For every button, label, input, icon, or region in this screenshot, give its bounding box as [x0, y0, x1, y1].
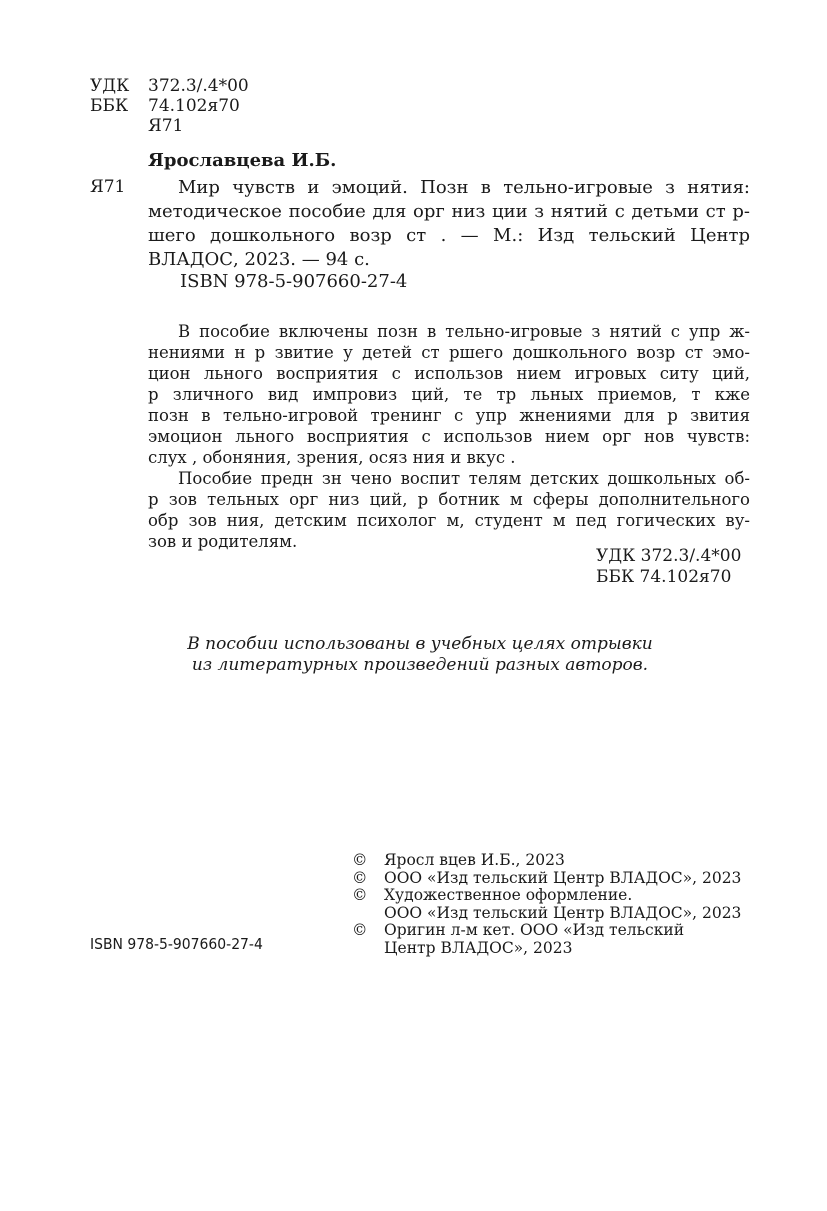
- bbk-code-right: ББК 74.102я70: [596, 567, 732, 587]
- copyright-icon: [352, 940, 384, 958]
- bbk-line: [90, 96, 249, 116]
- copyright-row: [352, 922, 741, 940]
- copyright-row: [352, 905, 741, 923]
- udk-value: 372.3/.4*00: [148, 76, 249, 96]
- classification-codes-right: [596, 546, 741, 588]
- description-line: методическое пособие для орг низ ции з нятий с детьми ст р-: [148, 201, 750, 222]
- author-mark: Я71: [148, 116, 184, 136]
- annotation-line: слух , обоняния, зрения, осяз ния и вкус .: [148, 448, 516, 467]
- annotation-line: обр зов ния, детским психолог м, студент м пед гогических ву-: [148, 511, 750, 530]
- copyright-text: ООО «Изд тельский Центр ВЛАДОС», 2023: [384, 903, 742, 922]
- udk-code-right: УДК 372.3/.4*00: [596, 546, 742, 566]
- copyright-row: [352, 887, 741, 905]
- author-code: Я71: [90, 177, 126, 197]
- bbk-value: 74.102я70: [148, 96, 240, 116]
- annotation-line: зов и родителям.: [148, 532, 298, 551]
- usage-note-line: В пособии использованы в учебных целях отрывки: [187, 634, 653, 654]
- annotation-line: цион льного восприятия с использов нием игровых ситу ций,: [148, 364, 750, 383]
- copyright-text: Яросл вцев И.Б., 2023: [384, 851, 565, 869]
- copyright-text: Оригин л-м кет. ООО «Изд тельский: [384, 921, 685, 939]
- description-line: ВЛАДОС, 2023. — 94 с.: [148, 249, 370, 270]
- udk-line: [90, 76, 249, 96]
- classification-block: [90, 76, 249, 136]
- description-line: шего дошкольного возр ст . — М.: Изд тельский Центр: [148, 225, 750, 246]
- usage-note-line: из литературных произведений разных авторов.: [191, 655, 649, 675]
- copyright-text: Художественное оформление.: [384, 886, 633, 904]
- annotation-line: р зов тельных орг низ ций, р ботник м сферы дополнительного: [148, 490, 750, 509]
- annotation-line: р зличного вид импровиз ций, те тр льных приемов, т кже: [148, 385, 750, 404]
- annotation-line: эмоцион льного восприятия с использов нием орг нов чувств:: [148, 427, 750, 446]
- annotation: [148, 321, 750, 552]
- bbk-label: ББК: [90, 96, 129, 116]
- bibliographic-description: [148, 176, 750, 272]
- copyright-text: Центр ВЛАДОС», 2023: [384, 938, 573, 957]
- udk-label: УДК: [90, 76, 130, 96]
- copyright-row: [352, 852, 741, 870]
- copyright-icon: ©: [352, 851, 368, 869]
- copyright-icon: [352, 905, 384, 923]
- annotation-line: В пособие включены позн в тельно-игровые з нятий с упр ж-: [178, 322, 750, 341]
- annotation-line: позн в тельно-игровой тренинг с упр жнениями для р звития: [148, 406, 750, 425]
- copyright-icon: ©: [352, 886, 368, 904]
- copyright-icon: ©: [352, 868, 368, 887]
- copyright-block: [352, 852, 741, 957]
- copyright-icon: ©: [352, 921, 368, 939]
- annotation-line: нениями н р звитие у детей ст ршего дошкольного возр ст эмо-: [148, 343, 750, 362]
- usage-note: [120, 634, 720, 676]
- copyright-row: [352, 940, 741, 958]
- annotation-line: Пособие предн зн чено воспит телям детских дошкольных об-: [178, 469, 750, 488]
- copyright-row: [352, 870, 741, 888]
- description-line: Мир чувств и эмоций. Позн в тельно-игровые з нятия:: [178, 177, 750, 198]
- isbn-bottom: ISBN 978-5-907660-27-4: [90, 935, 263, 953]
- author-name: Ярославцева И.Б.: [148, 150, 337, 171]
- copyright-text: ООО «Изд тельский Центр ВЛАДОС», 2023: [384, 868, 742, 887]
- isbn-top: ISBN 978-5-907660-27-4: [180, 271, 408, 292]
